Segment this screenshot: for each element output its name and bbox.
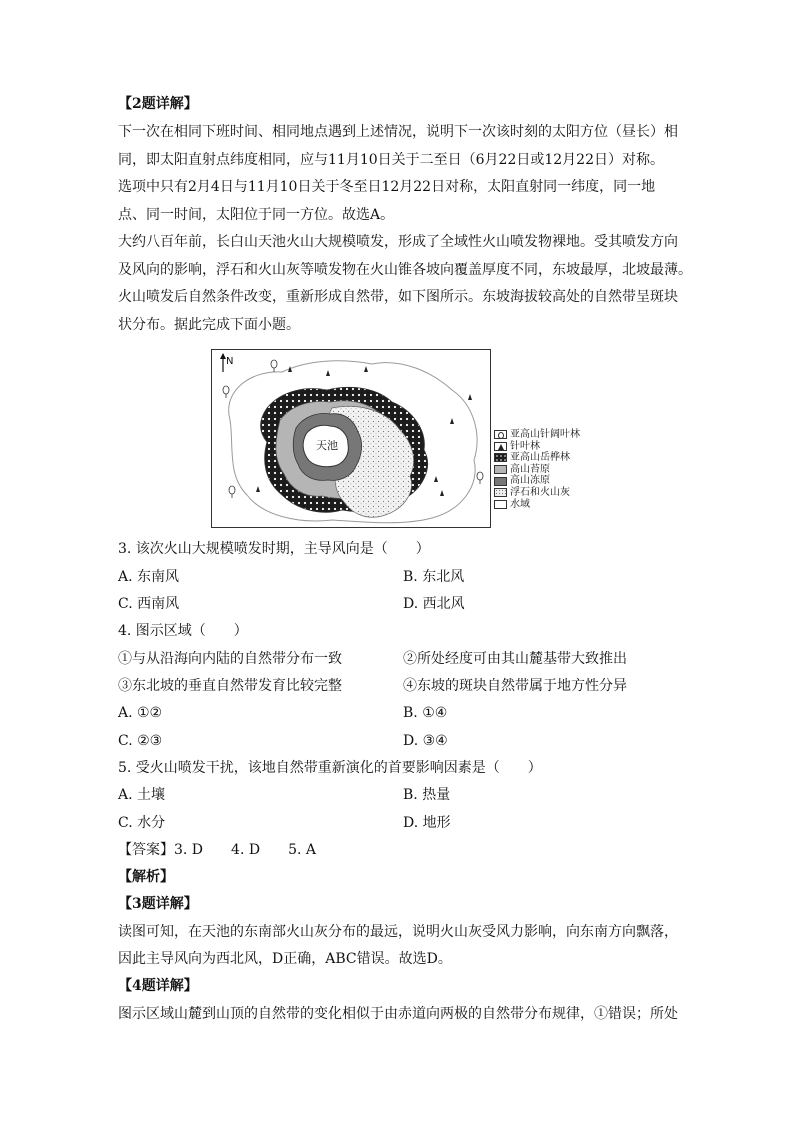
q3-stem: 3. 该次火山大规模喷发时期，主导风向是（ ） (118, 541, 430, 557)
lake-label: 天池 (316, 439, 338, 452)
intro-line-3: 火山喷发后自然条件改变，重新形成自然带，如下图所示。东坡海拔较高处的自然带呈斑块 (118, 289, 678, 305)
legend-label: 亚高山岳桦林 (510, 452, 570, 464)
q5-stem: 5. 受火山喷发干扰，该地自然带重新演化的首要影响因素是（ ） (118, 760, 542, 776)
q5-option-a: A. 土壤 (118, 787, 166, 803)
legend-item (494, 429, 604, 441)
q4-option-a: A. ①② (118, 705, 163, 721)
q4-option-c: C. ②③ (118, 733, 163, 749)
q3-option-d: D. 西北风 (403, 596, 465, 612)
legend-label: 高山苔原 (510, 463, 550, 475)
analysis-header: 【解析】 (118, 869, 174, 885)
legend-item (494, 452, 604, 464)
legend-item (494, 441, 604, 453)
q4-detail-header: 【4题详解】 (118, 978, 198, 994)
legend-item (494, 487, 604, 499)
q4-option-d: D. ③④ (403, 733, 448, 749)
legend-item (494, 475, 604, 487)
conifer-icon (494, 442, 507, 451)
q3-option-a: A. 东南风 (118, 569, 180, 585)
q2-detail-line-3: 选项中只有2月4日与11月10日关于冬至日12月22日对称，太阳直射同一纬度，同一地 (118, 179, 656, 195)
frozen-tundra-swatch (494, 477, 507, 486)
q4-detail-line-1: 图示区域山麓到山顶的自然带的变化相似于由赤道向两极的自然带分布规律，①错误；所处 (118, 1006, 678, 1022)
q4-statement-1: ①与从沿海向内陆的自然带分布一致 (118, 651, 342, 667)
q5-option-d: D. 地形 (403, 815, 451, 831)
q2-detail-line-2: 同，即太阳直射点纬度相同，应与11月10日关于二至日（6月22日或12月22日）对称。 (118, 152, 664, 168)
intro-line-2: 及风向的影响，浮石和火山灰等喷发物在火山锥各坡向覆盖厚度不同，东坡最厚，北坡最薄。 (118, 262, 692, 278)
legend-item (494, 464, 604, 476)
q3-detail-line-2: 因此主导风向为西北风，D正确，ABC错误。故选D。 (118, 951, 452, 967)
q5-option-b: B. 热量 (403, 787, 451, 803)
q4-stem: 4. 图示区域（ ） (118, 623, 248, 639)
intro-line-4: 状分布。据此完成下面小题。 (118, 317, 300, 333)
intro-line-1: 大约八百年前，长白山天池火山大规模喷发，形成了全域性火山喷发物裸地。受其喷发方向 (118, 234, 678, 250)
q5-option-c: C. 水分 (118, 815, 166, 831)
pumice-swatch (494, 488, 507, 497)
birch-swatch (494, 453, 507, 462)
legend-label: 亚高山针阔叶林 (510, 429, 580, 440)
q4-statement-4: ④东坡的斑块自然带属于地方性分异 (403, 678, 627, 694)
q2-detail-line-1: 下一次在相同下班时间、相同地点遇到上述情况，说明下一次该时刻的太阳方位（昼长）相 (118, 124, 678, 140)
legend-label: 浮石和火山灰 (510, 486, 570, 498)
tree-icon (494, 430, 507, 439)
answer-line: 【答案】3. D 4. D 5. A (118, 842, 316, 858)
legend-label: 针叶林 (510, 440, 540, 452)
q3-option-b: B. 东北风 (403, 569, 465, 585)
tundra-swatch (494, 465, 507, 474)
q2-detail-header: 【2题详解】 (118, 96, 198, 112)
q3-detail-line-1: 读图可知，在天池的东南部火山灰分布的最远，说明火山灰受风力影响，向东南方向飘落， (118, 924, 678, 940)
legend-label: 高山冻原 (510, 475, 550, 487)
q3-option-c: C. 西南风 (118, 596, 180, 612)
q2-detail-line-4: 点、同一时间，太阳位于同一方位。故选A。 (118, 207, 395, 223)
q4-statement-3: ③东北坡的垂直自然带发育比较完整 (118, 678, 342, 694)
north-label: N (226, 356, 234, 367)
q4-option-b: B. ①④ (403, 705, 448, 721)
map-legend (494, 429, 604, 510)
q4-statement-2: ②所处经度可由其山麓基带大致推出 (403, 651, 627, 667)
legend-label: 水域 (510, 498, 530, 510)
water-swatch (494, 500, 507, 509)
legend-item (494, 499, 604, 511)
volcano-vegetation-map (211, 349, 491, 528)
map-drawing (212, 350, 490, 527)
q3-detail-header: 【3题详解】 (118, 896, 198, 912)
